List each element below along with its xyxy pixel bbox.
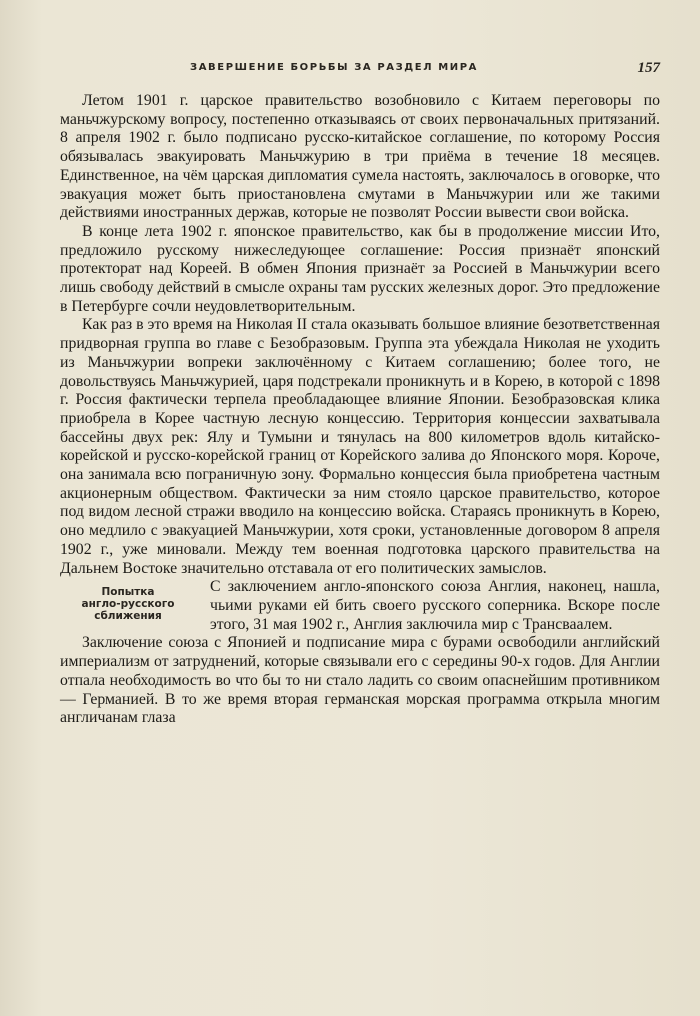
side-block [60,578,660,634]
side-note-line: сближения [94,610,162,623]
side-note-line: англо-русского [81,598,175,611]
paragraph: Заключение союза с Японией и подписание мира с бурами освободили английский империализм от затруднений, которые связывали его с середины 90-х годов. Для Англии отпала необходимость во что бы то ни стало ладить со своим опаснейшим противником — Германией. В то же время вторая германская морская программа открыла многим англичанам глаза [60,634,660,727]
page-number: 157 [637,60,660,76]
side-note [60,586,196,622]
side-note-line: Попытка [101,586,155,599]
paragraph: Как раз в это время на Николая II стала оказывать большое влияние безответственная придворная группа во главе с Безобразовым. Группа эта убеждала Николая не уходить из Маньчжурии вопреки заключённому с Китаем соглашению; более того, не довольствуясь Маньчжурией, царя подстрекали проникнуть и в Корею, в которой с 1898 г. Россия фактически терпела преобладающее влияние Японии. Безобразовская клика приобрела в Корее частную лесную концессию. Территория концессии захватывала бассейны двух рек: Ялу и Тумыни и тянулась на 800 километров вдоль китайско-корейской и русско-корейской границ от Корейского залива до Японского моря. Короче, она занимала всю пограничную зону. Формально концессия была приобретена частным акционерным обществом. Фактически за ним стояло царское правительство, которое под видом лесной стражи вводило на концессию войска. Стараясь проникнуть в Корею, оно медлило с эвакуацией Маньчжурии, хотя сроки, установленные договором 8 апреля 1902 г., уже миновали. Между тем военная подготовка царского правительства на Дальнем Востоке значительно отставала от его политических замыслов. [60,316,660,577]
body-text [60,92,660,728]
paragraph: В конце лета 1902 г. японское правительство, как бы в продолжение миссии Ито, предложило русскому нижеследующее соглашение: Россия признаёт японский протекторат над Кореей. В обмен Япония признаёт за Россией в Маньчжурии всего лишь свободу действий в смысле охраны там русских железных дорог. Это предложение в Петербурге сочли неудовлетворительным. [60,222,660,315]
running-head [60,60,660,80]
side-paragraph: С заключением англо-японского союза Англия, наконец, нашла, чьими руками ей бить своего русского соперника. Вскоре после этого, 31 мая 1902 г., Англия заключила мир с Трансваалем. [210,578,660,633]
running-title: ЗАВЕРШЕНИЕ БОРЬБЫ ЗА РАЗДЕЛ МИРА [190,62,479,73]
paragraph: Летом 1901 г. царское правительство возобновило с Китаем переговоры по маньчжурскому вопросу, постепенно отказываясь от своих первоначальных притязаний. 8 апреля 1902 г. было подписано русско-китайское соглашение, по которому Россия обязывалась эвакуировать Маньчжурию в три приёма в течение 18 месяцев. Единственное, на чём царская дипломатия сумела настоять, заключалось в оговорке, что эвакуация может быть приостановлена смутами в Маньчжурии или же такими действиями иностранных держав, которые не позволят России вывести свои войска. [60,92,660,222]
